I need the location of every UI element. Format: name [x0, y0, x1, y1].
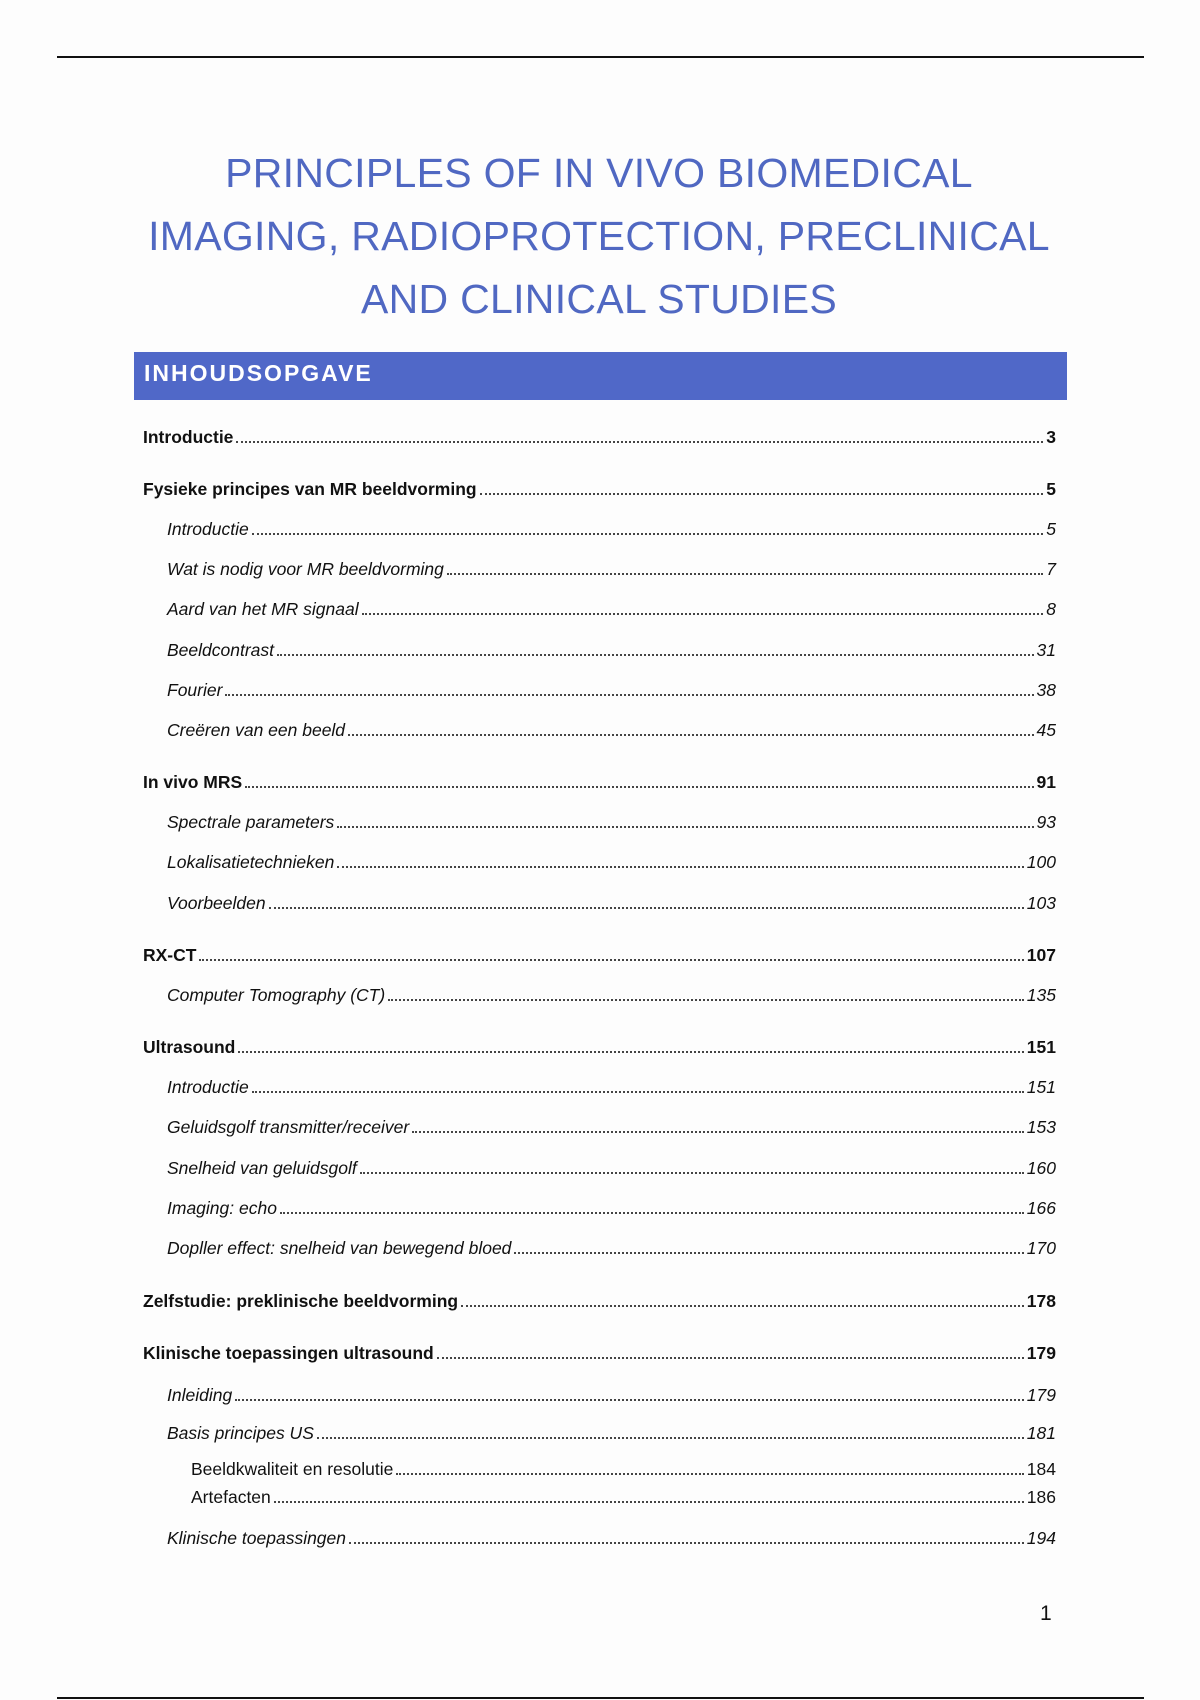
toc-dot-leader	[274, 1501, 1024, 1503]
toc-entry-page: 151	[1026, 1077, 1056, 1097]
toc-heading-banner	[134, 352, 1067, 400]
toc-entry-page: 179	[1026, 1385, 1056, 1405]
toc-entry[interactable]	[167, 809, 1056, 833]
toc-dot-leader	[277, 654, 1034, 656]
toc-entry-page: 5	[1046, 519, 1056, 539]
toc-dot-leader	[269, 907, 1024, 909]
toc-entry-label: Creëren van een beeld	[167, 720, 346, 740]
toc-entry-page: 3	[1046, 427, 1056, 447]
toc-dot-leader	[480, 493, 1044, 495]
toc-dot-leader	[349, 1542, 1024, 1544]
toc-entry-label: Spectrale parameters	[167, 812, 335, 832]
toc-entry-page: 151	[1026, 1037, 1056, 1057]
toc-dot-leader	[225, 694, 1033, 696]
toc-entry-page: 103	[1026, 893, 1056, 913]
toc-entry[interactable]	[167, 596, 1056, 620]
toc-entry[interactable]	[167, 1235, 1056, 1259]
toc-entry-page: 160	[1026, 1158, 1056, 1178]
toc-entry[interactable]	[167, 890, 1056, 914]
toc-entry[interactable]	[143, 769, 1056, 793]
toc-entry[interactable]	[167, 677, 1056, 701]
toc-dot-leader	[412, 1131, 1024, 1133]
page-number: 1	[1040, 1602, 1052, 1625]
toc-entry-label: Wat is nodig voor MR beeldvorming	[167, 559, 444, 579]
toc-entry[interactable]	[167, 516, 1056, 540]
toc-entry-page: 31	[1036, 640, 1056, 660]
toc-entry-page: 38	[1036, 680, 1056, 700]
toc-entry-page: 186	[1026, 1487, 1056, 1507]
toc-entry-page: 166	[1026, 1198, 1056, 1218]
toc-entry-label: Introductie	[167, 1077, 249, 1097]
toc-dot-leader	[514, 1252, 1023, 1254]
toc-dot-leader	[245, 786, 1033, 788]
toc-entry[interactable]	[143, 424, 1056, 448]
toc-entry-page: 181	[1026, 1423, 1056, 1443]
toc-dot-leader	[238, 1051, 1023, 1053]
toc-entry-page: 93	[1036, 812, 1056, 832]
toc-entry-label: In vivo MRS	[143, 772, 243, 792]
toc-entry-label: Voorbeelden	[167, 893, 266, 913]
toc-entry[interactable]	[143, 1340, 1056, 1364]
toc-entry-label: Inleiding	[167, 1385, 233, 1405]
toc-heading: INHOUDSOPGAVE	[144, 360, 373, 386]
toc-entry-label: Lokalisatietechnieken	[167, 852, 335, 872]
toc-entry[interactable]	[167, 849, 1056, 873]
document-title	[134, 142, 1064, 331]
title-line-3: AND CLINICAL STUDIES	[360, 276, 838, 322]
toc-entry-page: 45	[1036, 720, 1056, 740]
toc-entry[interactable]	[167, 1114, 1056, 1138]
toc-dot-leader	[280, 1212, 1024, 1214]
toc-dot-leader	[317, 1437, 1024, 1439]
toc-dot-leader	[396, 1473, 1023, 1475]
toc-entry[interactable]	[167, 982, 1056, 1006]
toc-entry-page: 107	[1026, 945, 1056, 965]
toc-entry[interactable]	[191, 1484, 1056, 1508]
toc-entry-label: Snelheid van geluidsgolf	[167, 1158, 357, 1178]
toc-dot-leader	[461, 1305, 1024, 1307]
toc-entry[interactable]	[143, 1288, 1056, 1312]
toc-dot-leader	[337, 826, 1033, 828]
toc-entry[interactable]	[167, 637, 1056, 661]
toc-entry-page: 179	[1026, 1343, 1056, 1363]
toc-entry-label: Fourier	[167, 680, 223, 700]
toc-entry-page: 7	[1046, 559, 1056, 579]
toc-entry-label: Klinische toepassingen	[167, 1528, 347, 1548]
toc-entry[interactable]	[167, 1420, 1056, 1444]
toc-dot-leader	[235, 1399, 1024, 1401]
toc-entry-label: RX-CT	[143, 945, 197, 965]
toc-entry-label: Geluidsgolf transmitter/receiver	[167, 1117, 410, 1137]
toc-entry-page: 135	[1026, 985, 1056, 1005]
toc-dot-leader	[348, 734, 1033, 736]
toc-entry-label: Klinische toepassingen ultrasound	[143, 1343, 434, 1363]
toc-dot-leader	[337, 866, 1023, 868]
toc-dot-leader	[362, 613, 1044, 615]
toc-dot-leader	[437, 1357, 1024, 1359]
toc-entry-page: 184	[1026, 1459, 1056, 1479]
toc-entry[interactable]	[167, 1382, 1056, 1406]
toc-entry-page: 8	[1046, 599, 1056, 619]
toc-entry[interactable]	[143, 1034, 1056, 1058]
toc-entry[interactable]	[143, 942, 1056, 966]
toc-entry[interactable]	[167, 556, 1056, 580]
toc-entry-label: Dopller effect: snelheid van bewegend bloed	[167, 1238, 512, 1258]
toc-entry-page: 91	[1036, 772, 1056, 792]
toc-dot-leader	[236, 441, 1043, 443]
toc-entry-label: Introductie	[143, 427, 234, 447]
toc-entry-label: Imaging: echo	[167, 1198, 277, 1218]
toc-dot-leader	[447, 573, 1043, 575]
toc-entry[interactable]	[167, 1195, 1056, 1219]
toc-dot-leader	[252, 533, 1044, 535]
toc-entry-label: Beeldcontrast	[167, 640, 275, 660]
toc-entry[interactable]	[191, 1456, 1056, 1480]
toc-entry-label: Computer Tomography (CT)	[167, 985, 386, 1005]
toc-dot-leader	[252, 1091, 1024, 1093]
bottom-rule	[57, 1697, 1144, 1699]
toc-entry-label: Fysieke principes van MR beeldvorming	[143, 479, 477, 499]
toc-entry-page: 178	[1026, 1291, 1056, 1311]
title-line-2: IMAGING, RADIOPROTECTION, PRECLINICAL	[148, 213, 1050, 259]
toc-entry[interactable]	[167, 1155, 1056, 1179]
toc-entry-label: Beeldkwaliteit en resolutie	[191, 1459, 394, 1479]
toc-entry-page: 100	[1026, 852, 1056, 872]
toc-entry-page: 153	[1026, 1117, 1056, 1137]
toc-entry-label: Aard van het MR signaal	[167, 599, 359, 619]
toc-dot-leader	[199, 959, 1023, 961]
toc-entry[interactable]	[167, 717, 1056, 741]
toc-entry-label: Basis principes US	[167, 1423, 314, 1443]
toc-entry[interactable]	[143, 476, 1056, 500]
toc-dot-leader	[360, 1172, 1024, 1174]
toc-entry-page: 5	[1046, 479, 1056, 499]
toc-entry-label: Artefacten	[191, 1487, 271, 1507]
toc-dot-leader	[388, 999, 1024, 1001]
top-rule	[57, 56, 1144, 58]
toc-entry[interactable]	[167, 1074, 1056, 1098]
toc-entry-label: Zelfstudie: preklinische beeldvorming	[143, 1291, 459, 1311]
toc-entry-label: Ultrasound	[143, 1037, 236, 1057]
toc-entry-label: Introductie	[167, 519, 249, 539]
toc-entry[interactable]	[167, 1525, 1056, 1549]
toc-entry-page: 194	[1026, 1528, 1056, 1548]
title-line-1: PRINCIPLES OF IN VIVO BIOMEDICAL	[225, 150, 973, 196]
toc-entry-page: 170	[1026, 1238, 1056, 1258]
